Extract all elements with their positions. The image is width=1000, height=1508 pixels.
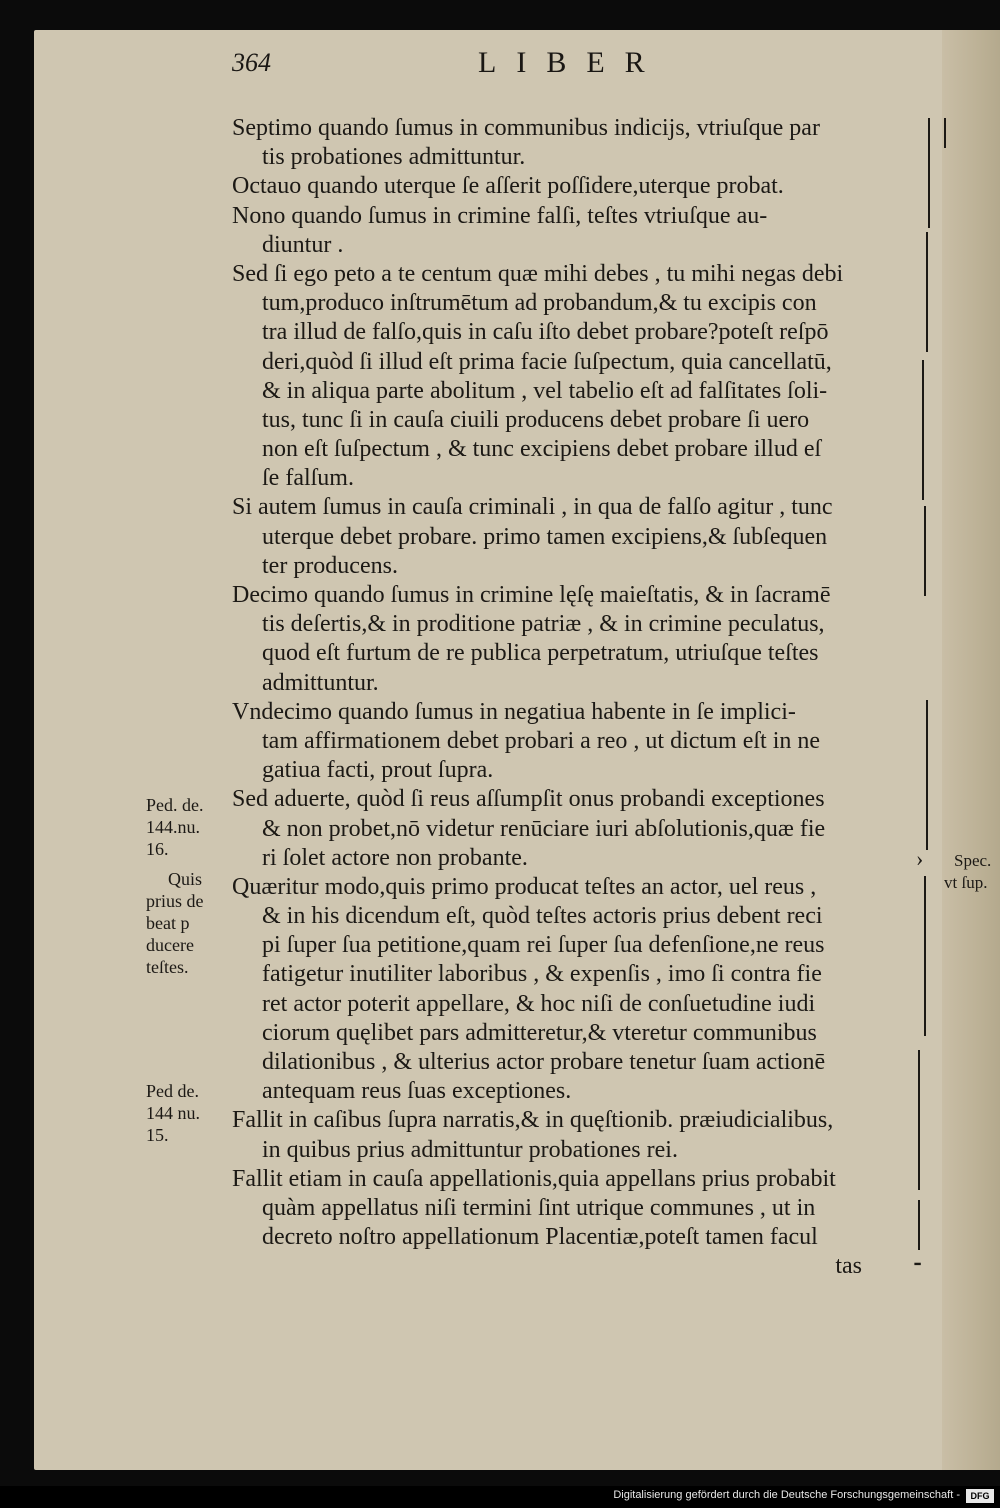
digitization-credit: Digitalisierung gefördert durch die Deutsche Forschungsgemeinschaft - bbox=[613, 1489, 960, 1501]
text-line: quod eſt furtum de re publica perpetratum, utriuſque teſtes bbox=[262, 640, 819, 667]
running-head: LIBER bbox=[478, 46, 665, 79]
text-line: Si autem ſumus in cauſa criminali , in qua de falſo agitur , tunc bbox=[232, 494, 833, 521]
text-line: ret actor poterit appellare, & hoc niſi de conſuetudine iudi bbox=[262, 990, 816, 1017]
text-line: Vndecimo quando ſumus in negatiua habente in ſe implici- bbox=[232, 698, 796, 725]
margin-note-spec bbox=[944, 850, 991, 894]
margin-bracket bbox=[922, 360, 924, 500]
text-line: tis probationes admittuntur. bbox=[262, 144, 526, 171]
body-text bbox=[232, 114, 922, 1282]
margin-note-line: Spec. bbox=[954, 851, 992, 870]
margin-bracket bbox=[928, 118, 930, 228]
margin-note-ped-15 bbox=[146, 1080, 200, 1146]
text-line: tra illud de falſo,quis in caſu iſto debet probare?poteſt reſpō bbox=[262, 319, 829, 346]
text-line: decreto noſtro appellationum Placentiæ,poteſt tamen facul bbox=[262, 1224, 818, 1251]
margin-bracket bbox=[926, 700, 928, 850]
margin-bracket bbox=[918, 1050, 920, 1190]
page-number: 364 bbox=[232, 48, 271, 77]
text-line: ri ſolet actore non probante. bbox=[262, 844, 528, 871]
margin-note-quis-prius bbox=[146, 868, 204, 978]
text-line: Octauo quando uterque ſe aſſerit poſſidere,uterque probat. bbox=[232, 173, 784, 200]
text-line: uterque debet probare. primo tamen excipiens,& ſubſequen bbox=[262, 523, 828, 550]
text-line: ſe falſum. bbox=[262, 465, 354, 492]
text-line: quàm appellatus niſi termini ſint utrique communes , ut in bbox=[262, 1194, 816, 1221]
text-line: Fallit etiam in cauſa appellationis,quia appellans prius probabit bbox=[232, 1165, 836, 1192]
text-line: Decimo quando ſumus in crimine lęſę maieſtatis, & in ſacramē bbox=[232, 582, 831, 608]
text-line: tus, tunc ſi in cauſa ciuili producens debet probare ſi uero bbox=[262, 406, 810, 433]
footer-bar bbox=[0, 1486, 1000, 1508]
text-line: in quibus prius admittuntur probationes rei. bbox=[262, 1136, 678, 1163]
text-line: fatigetur inutiliter laboribus , & expenſis , imo ſi contra fie bbox=[262, 961, 822, 988]
margin-note-line: beat p bbox=[146, 913, 190, 933]
text-line: ciorum quęlibet pars admitteretur,& vteretur communibus bbox=[262, 1019, 817, 1046]
text-line: gatiua facti, prout ſupra. bbox=[262, 757, 494, 784]
text-line: tam affirmationem debet probari a reo , ut dictum eſt in ne bbox=[262, 727, 821, 754]
margin-note-line: Quis bbox=[168, 869, 203, 889]
margin-note-line: 16. bbox=[146, 839, 169, 859]
brace-mark: ⁃ bbox=[912, 1252, 923, 1277]
margin-bracket bbox=[926, 232, 928, 352]
margin-bracket bbox=[924, 876, 926, 1036]
text-line: Fallit in caſibus ſupra narratis,& in quęſtionib. præiudicialibus, bbox=[232, 1107, 834, 1134]
margin-note-line: Ped. de. bbox=[146, 795, 204, 815]
brace-mark: › bbox=[916, 846, 924, 871]
margin-note-line: vt ſup. bbox=[944, 873, 988, 892]
text-line: & non probet,nō videtur renūciare iuri abſolutionis,quæ fie bbox=[262, 815, 826, 842]
text-line: diuntur . bbox=[262, 231, 344, 258]
catchword: tas bbox=[835, 1253, 862, 1280]
text-line: Sed aduerte, quòd ſi reus aſſumpſit onus probandi exceptiones bbox=[232, 786, 825, 813]
margin-note-line: Ped de. bbox=[146, 1081, 199, 1101]
margin-note-line: 144.nu. bbox=[146, 817, 200, 837]
dfg-logo: DFG bbox=[966, 1489, 994, 1503]
margin-note-ped-16 bbox=[146, 794, 204, 860]
margin-note-line: prius de bbox=[146, 891, 204, 911]
text-line: antequam reus ſuas exceptiones. bbox=[262, 1078, 572, 1105]
text-line: Septimo quando ſumus in communibus indicijs, vtriuſque par bbox=[232, 115, 820, 141]
margin-bracket bbox=[924, 506, 926, 596]
text-line: Nono quando ſumus in crimine falſi, teſtes vtriuſque au- bbox=[232, 202, 768, 229]
text-line: non eſt ſuſpectum , & tunc excipiens debet probare illud eſ bbox=[262, 436, 822, 463]
page-gutter bbox=[942, 30, 1000, 1470]
text-line: ter producens. bbox=[262, 552, 398, 579]
text-line: pi ſuper ſua petitione,quam rei ſuper ſua defenſione,ne reus bbox=[262, 932, 825, 959]
margin-note-line: teſtes. bbox=[146, 957, 189, 977]
text-line: dilationibus , & ulterius actor probare tenetur ſuam actionē bbox=[262, 1049, 826, 1075]
margin-note-line: ducere bbox=[146, 935, 194, 955]
text-line: tum,produco inſtrumētum ad probandum,& tu excipis con bbox=[262, 290, 817, 317]
text-line: Quæritur modo,quis primo producat teſtes an actor, uel reus , bbox=[232, 873, 817, 900]
margin-note-line: 144 nu. bbox=[146, 1103, 200, 1123]
margin-note-line: 15. bbox=[146, 1125, 169, 1145]
text-line: & in his dicendum eſt, quòd teſtes actoris prius debent reci bbox=[262, 903, 823, 930]
margin-bracket bbox=[944, 118, 946, 148]
text-line: deri,quòd ſi illud eſt prima facie ſuſpectum, quia cancellatū, bbox=[262, 348, 832, 375]
text-line: Sed ſi ego peto a te centum quæ mihi debes , tu mihi negas debi bbox=[232, 260, 844, 287]
margin-bracket bbox=[918, 1200, 920, 1250]
text-line: & in aliqua parte abolitum , vel tabelio eſt ad falſitates ſoli- bbox=[262, 377, 828, 404]
text-line: tis deſertis,& in proditione patriæ , & in crimine peculatus, bbox=[262, 611, 825, 638]
text-line: admittuntur. bbox=[262, 669, 379, 696]
